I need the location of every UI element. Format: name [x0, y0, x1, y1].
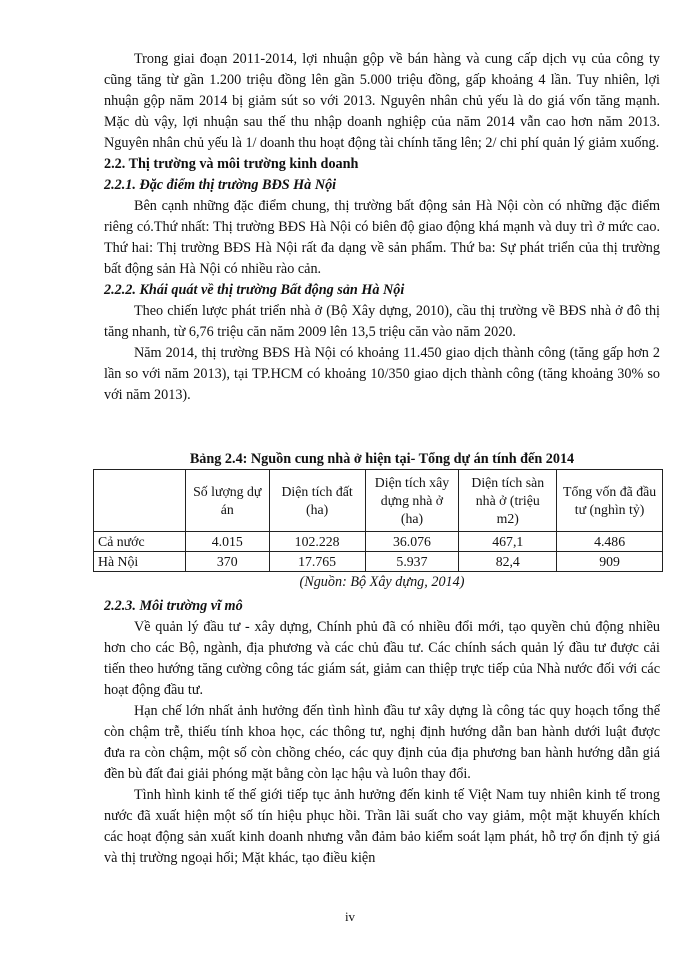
table-row — [94, 532, 663, 552]
header-capital: Tổng vốn đã đầu tư (nghìn tỷ) — [557, 470, 663, 532]
header-project-count: Số lượng dự án — [185, 470, 269, 532]
section-bottom — [104, 596, 660, 869]
cell-value: 909 — [557, 552, 663, 572]
cell-value: 82,4 — [459, 552, 557, 572]
paragraph-economy: Tình hình kinh tế thế giới tiếp tục ảnh hưởng đến kinh tế Việt Nam tuy nhiên kinh tế trong nước đã xuất hiện một số tín hiệu phục hồi. Trần lãi suất cho vay giảm, một mặt khuyến khích các hoạt động sản xuất kinh doanh nhưng vẫn đảm bảo kiểm soát lạm phát, hỗ trợ ổn định tỷ giá và thị trường ngoại hối; Mặt khác, tạo điều kiện — [104, 787, 660, 866]
paragraph-limitations: Hạn chế lớn nhất ảnh hưởng đến tình hình đầu tư xây dựng là công tác quy hoạch tổng thể còn chậm trễ, thiếu tính khoa học, các thông tư, nghị định hướng dẫn ban hành dưới luật được đưa ra còn chậm, một số còn chồng chéo, các quy định của địa phương ban hành hướng dẫn giá đền bù đất đai giải phóng mặt bằng còn lạc hậu và luôn thay đổi. — [104, 703, 660, 782]
table-source: (Nguồn: Bộ Xây dựng, 2014) — [299, 574, 465, 590]
paragraph-investment-management: Về quản lý đầu tư - xây dựng, Chính phủ đã có nhiều đổi mới, tạo quyền chủ động nhiều hơn cho các Bộ, ngành, địa phương và các chủ đầu tư. Các chính sách quản lý đầu tư được cải tiến theo hướng tăng cường công tác giám sát, giảm can thiệp trực tiếp của Nhà nước đối với các hoạt động đầu tư. — [104, 619, 660, 698]
row-label: Hà Nội — [94, 552, 186, 572]
cell-value: 370 — [185, 552, 269, 572]
cell-value: 4.015 — [185, 532, 269, 552]
row-label: Cả nước — [94, 532, 186, 552]
header-land-area: Diện tích đất (ha) — [269, 470, 365, 532]
cell-value: 5.937 — [365, 552, 459, 572]
paragraph-profit: Trong giai đoạn 2011-2014, lợi nhuận gộp về bán hàng và cung cấp dịch vụ của công ty cũng tăng từ gần 1.200 triệu đồng lên gần 5.000 triệu đồng, gấp khoảng 4 lần. Tuy nhiên, lợi nhuận gộp năm 2014 bị giảm sút so với 2013. Nguyên nhân chủ yếu là do giá vốn tăng mạnh. Mặc dù vậy, lợi nhuận sau thế thu nhập doanh nghiệp của năm 2014 vẫn cao hơn năm 2013. Nguyên nhân chủ yếu là 1/ doanh thu hoạt động tài chính tăng lên; 2/ chi phí quản lý giảm xuống. — [104, 51, 660, 151]
table-row — [94, 552, 663, 572]
housing-supply-table — [93, 469, 663, 572]
header-build-area: Diện tích xây dựng nhà ở (ha) — [365, 470, 459, 532]
table-header-row — [94, 470, 663, 532]
cell-value: 467,1 — [459, 532, 557, 552]
page-number: iv — [344, 909, 356, 924]
header-empty — [94, 470, 186, 532]
section-top — [104, 49, 660, 406]
cell-value: 36.076 — [365, 532, 459, 552]
cell-value: 17.765 — [269, 552, 365, 572]
paragraph-transactions: Năm 2014, thị trường BĐS Hà Nội có khoảng 11.450 giao dịch thành công (tăng gấp hơn 2 lần so với năm 2013), tại TP.HCM có khoảng 10/350 giao dịch thành công (tăng khoảng 30% so với năm 2013). — [104, 345, 660, 403]
heading-2-2: 2.2. Thị trường và môi trường kinh doanh — [104, 156, 359, 172]
table-caption: Bảng 2.4: Nguồn cung nhà ở hiện tại- Tổng dự án tính đến 2014 — [189, 451, 575, 467]
paragraph-market-features: Bên cạnh những đặc điểm chung, thị trường bất động sản Hà Nội còn có những đặc điểm riêng có.Thứ nhất: Thị trường BĐS Hà Nội có biên độ giao động khá mạnh và duy trì ở mức cao. Thứ hai: Thị trường BĐS Hà Nội rất đa dạng về sản phẩm. Thứ ba: Sự phát triển của thị trường bất động sản Hà Nội có nhiều rào cản. — [104, 198, 660, 277]
heading-2-2-1: 2.2.1. Đặc điểm thị trường BĐS Hà Nội — [104, 177, 337, 193]
cell-value: 4.486 — [557, 532, 663, 552]
cell-value: 102.228 — [269, 532, 365, 552]
heading-2-2-3: 2.2.3. Môi trường vĩ mô — [104, 598, 243, 614]
paragraph-strategy: Theo chiến lược phát triển nhà ở (Bộ Xây dựng, 2010), cầu thị trường về BĐS nhà ở đô thị tăng nhanh, từ 6,76 triệu căn năm 2009 lên 13,5 triệu căn vào năm 2020. — [104, 303, 660, 340]
header-floor-area: Diện tích sàn nhà ở (triệu m2) — [459, 470, 557, 532]
heading-2-2-2: 2.2.2. Khái quát về thị trường Bất động sản Hà Nội — [104, 282, 405, 298]
